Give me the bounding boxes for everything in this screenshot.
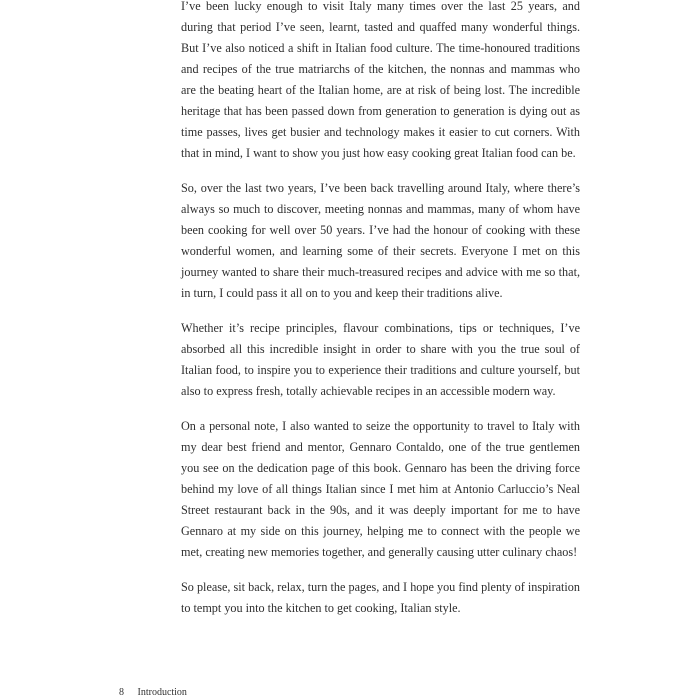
section-title: Introduction xyxy=(137,687,187,698)
paragraph: Whether it’s recipe principles, flavour combinations, tips or techniques, I’ve absorbed all this incredible insight in order to share with you the true soul of Italian food, to inspire you to experience their traditions and culture yourself, but also to express fresh, totally achievable recipes in an accessible modern way. xyxy=(181,321,580,398)
paragraph: I’ve been lucky enough to visit Italy many times over the last 25 years, and during that period I’ve seen, learnt, tasted and quaffed many wonderful things. But I’ve also noticed a shift in Italian food culture. The time-honoured traditions and recipes of the true matriarchs of the kitchen, the nonnas and mammas who are the beating heart of the Italian home, are at risk of being lost. The incredible heritage that has been passed down from generation to generation is dying out as time passes, lives get busier and technology makes it easier to cut corners. With that in mind, I want to show you just how easy cooking great Italian food can be. xyxy=(181,0,580,160)
page-number: 8 xyxy=(119,687,124,698)
body-text xyxy=(181,0,580,633)
paragraph: So, over the last two years, I’ve been back travelling around Italy, where there’s always so much to discover, meeting nonnas and mammas, many of whom have been cooking for well over 50 years. I’ve had the honour of cooking with these wonderful women, and learning some of their secrets. Everyone I met on this journey wanted to share their much-treasured recipes and advice with me so that, in turn, I could pass it all on to you and keep their traditions alive. xyxy=(181,181,580,300)
page-footer xyxy=(119,687,187,698)
paragraph: On a personal note, I also wanted to seize the opportunity to travel to Italy with my dear best friend and mentor, Gennaro Contaldo, one of the true gentlemen you see on the dedication page of this book. Gennaro has been the driving force behind my love of all things Italian since I met him at Antonio Carluccio’s Neal Street restaurant back in the 90s, and it was deeply important for me to have Gennaro at my side on this journey, helping me to connect with the people we met, creating new memories together, and generally causing utter culinary chaos! xyxy=(181,419,580,559)
paragraph: So please, sit back, relax, turn the pages, and I hope you find plenty of inspiration to tempt you into the kitchen to get cooking, Italian style. xyxy=(181,580,580,615)
